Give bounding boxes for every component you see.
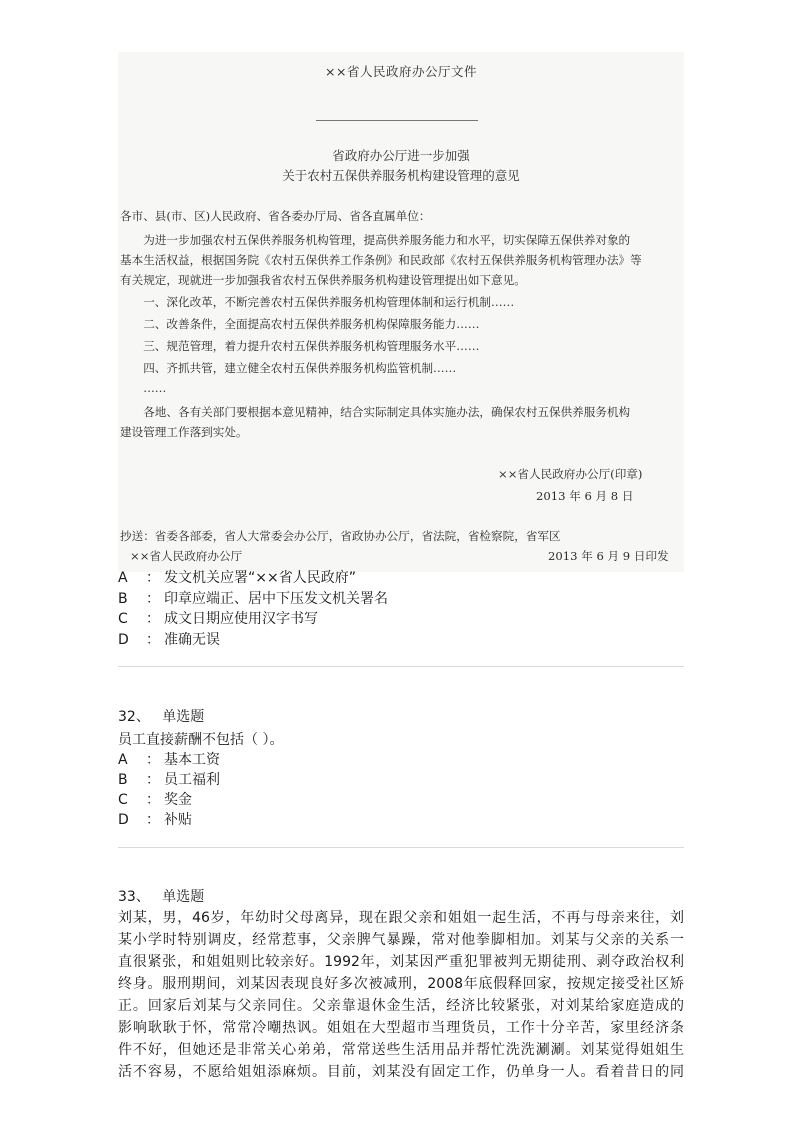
header-rule — [316, 120, 478, 121]
question-type: 单选题 — [162, 709, 205, 725]
option-text: 员工福利 — [164, 772, 220, 788]
passage-line: 刘某，男，46岁，年幼时父母离异，现在跟父亲和姐姐一起生活，不再与母亲来往，刘 — [118, 910, 684, 926]
document-body-line: 四、齐抓共管，建立健全农村五保供养服务机构监管机制…… — [120, 361, 457, 375]
document-body-line: 各市、县(市、区)人民政府、省各委办厅局、省各直属单位： — [120, 209, 431, 223]
document-body-line: 建设管理工作落到实处。 — [120, 425, 248, 439]
option-text: 补贴 — [164, 812, 192, 828]
option-key: C — [118, 792, 128, 808]
passage-line: 直很紧张，和姐姐则比较亲好。1992年，刘某因严重犯罪被判无期徒刑、剥夺政治权利 — [118, 954, 684, 970]
document-body-line: 各地、各有关部门要根据本意见精神，结合实际制定具体实施办法，确保农村五保供养服务机构 — [120, 405, 631, 419]
option-a[interactable] — [118, 568, 356, 588]
option-b[interactable] — [118, 770, 220, 790]
option-text: 成文日期应使用汉字书写 — [164, 611, 318, 627]
document-signature: ××省人民政府办公厅(印章) — [498, 467, 643, 481]
document-body-line: 有关规定，现就进一步加强我省农村五保供养服务机构建设管理提出如下意见。 — [120, 273, 526, 287]
option-key: B — [118, 591, 128, 607]
option-text: 印章应端正、居中下压发文机关署名 — [164, 591, 388, 607]
passage-line: 活不容易，不愿给姐姐添麻烦。目前，刘某没有固定工作，仍单身一人。看着昔日的同 — [118, 1064, 684, 1080]
option-separator: ： — [146, 591, 160, 607]
passage-line: 正。回家后刘某与父亲同住。父亲靠退休金生活，经济比较紧张，对刘某给家庭造成的 — [118, 998, 684, 1014]
question-header — [118, 886, 204, 906]
document-body-line: 二、改善条件，全面提高农村五保供养服务机构保障服务能力…… — [120, 317, 480, 331]
document-header: ××省人民政府办公厅文件 — [325, 64, 477, 79]
option-text: 发文机关应署“××省人民政府” — [164, 570, 356, 586]
document-cc-line: 抄送：省委各部委，省人大常委会办公厅，省政协办公厅，省法院，省检察院，省军区 — [120, 529, 561, 543]
document-title-line-1: 省政府办公厅进一步加强 — [332, 148, 470, 163]
option-text: 奖金 — [164, 792, 192, 808]
question-divider — [118, 666, 684, 667]
passage-line: 影响耿耿于怀，常常冷嘲热讽。姐姐在大型超市当理货员，工作十分辛苦，家里经济条 — [118, 1020, 684, 1036]
option-key: A — [118, 752, 128, 768]
option-a[interactable] — [118, 750, 220, 770]
option-key: D — [118, 632, 129, 648]
option-separator: ： — [146, 752, 160, 768]
option-b[interactable] — [118, 589, 388, 609]
option-c[interactable] — [118, 790, 192, 810]
question-passage — [118, 907, 684, 1083]
option-key: A — [118, 570, 128, 586]
question-type: 单选题 — [162, 889, 205, 905]
document-body-line: 一、深化改革，不断完善农村五保供养服务机构管理体制和运行机制…… — [120, 295, 515, 309]
option-text: 准确无误 — [164, 632, 220, 648]
option-d[interactable] — [118, 630, 220, 650]
document-print-date: 2013 年 6 月 9 日印发 — [548, 549, 669, 563]
question-stem: 员工直接薪酬不包括（ ）。 — [118, 732, 284, 748]
document-issuer: ××省人民政府办公厅 — [130, 549, 243, 563]
passage-line: 件不好，但她还是非常关心弟弟，常常送些生活用品并帮忙洗洗涮涮。刘某觉得姐姐生 — [118, 1042, 684, 1058]
option-separator: ： — [146, 772, 160, 788]
option-separator: ： — [146, 812, 160, 828]
option-d[interactable] — [118, 810, 192, 830]
document-body-line: 基本生活权益，根据国务院《农村五保供养工作条例》和民政部《农村五保供养服务机构管理办法》等 — [120, 253, 642, 267]
scanned-document-image — [118, 52, 684, 572]
document-sign-date: 2013 年 6 月 8 日 — [536, 489, 634, 503]
option-separator: ： — [146, 611, 160, 627]
question-number: 33、 — [118, 889, 150, 905]
option-separator: ： — [146, 570, 160, 586]
passage-line: 终身。服刑期间，刘某因表现良好多次被减刑，2008年底假释回家，按规定接受社区矫 — [118, 976, 684, 992]
option-key: C — [118, 611, 128, 627]
document-body-line: 三、规范管理，着力提升农村五保供养服务机构管理服务水平…… — [120, 339, 480, 353]
option-separator: ： — [146, 792, 160, 808]
document-body-line: 为进一步加强农村五保供养服务机构管理，提高供养服务能力和水平，切实保障五保供养对象的 — [120, 233, 631, 247]
option-text: 基本工资 — [164, 752, 220, 768]
document-title-line-2: 关于农村五保供养服务机构建设管理的意见 — [282, 168, 520, 183]
question-divider — [118, 847, 684, 848]
question-number: 32、 — [118, 709, 150, 725]
document-body-line: …… — [120, 381, 167, 395]
passage-line: 某小学时特别调皮，经常惹事，父亲脾气暴躁，常对他拳脚相加。刘某与父亲的关系一 — [118, 932, 684, 948]
option-key: D — [118, 812, 129, 828]
option-key: B — [118, 772, 128, 788]
option-separator: ： — [146, 632, 160, 648]
option-c[interactable] — [118, 609, 318, 629]
question-header — [118, 706, 204, 726]
